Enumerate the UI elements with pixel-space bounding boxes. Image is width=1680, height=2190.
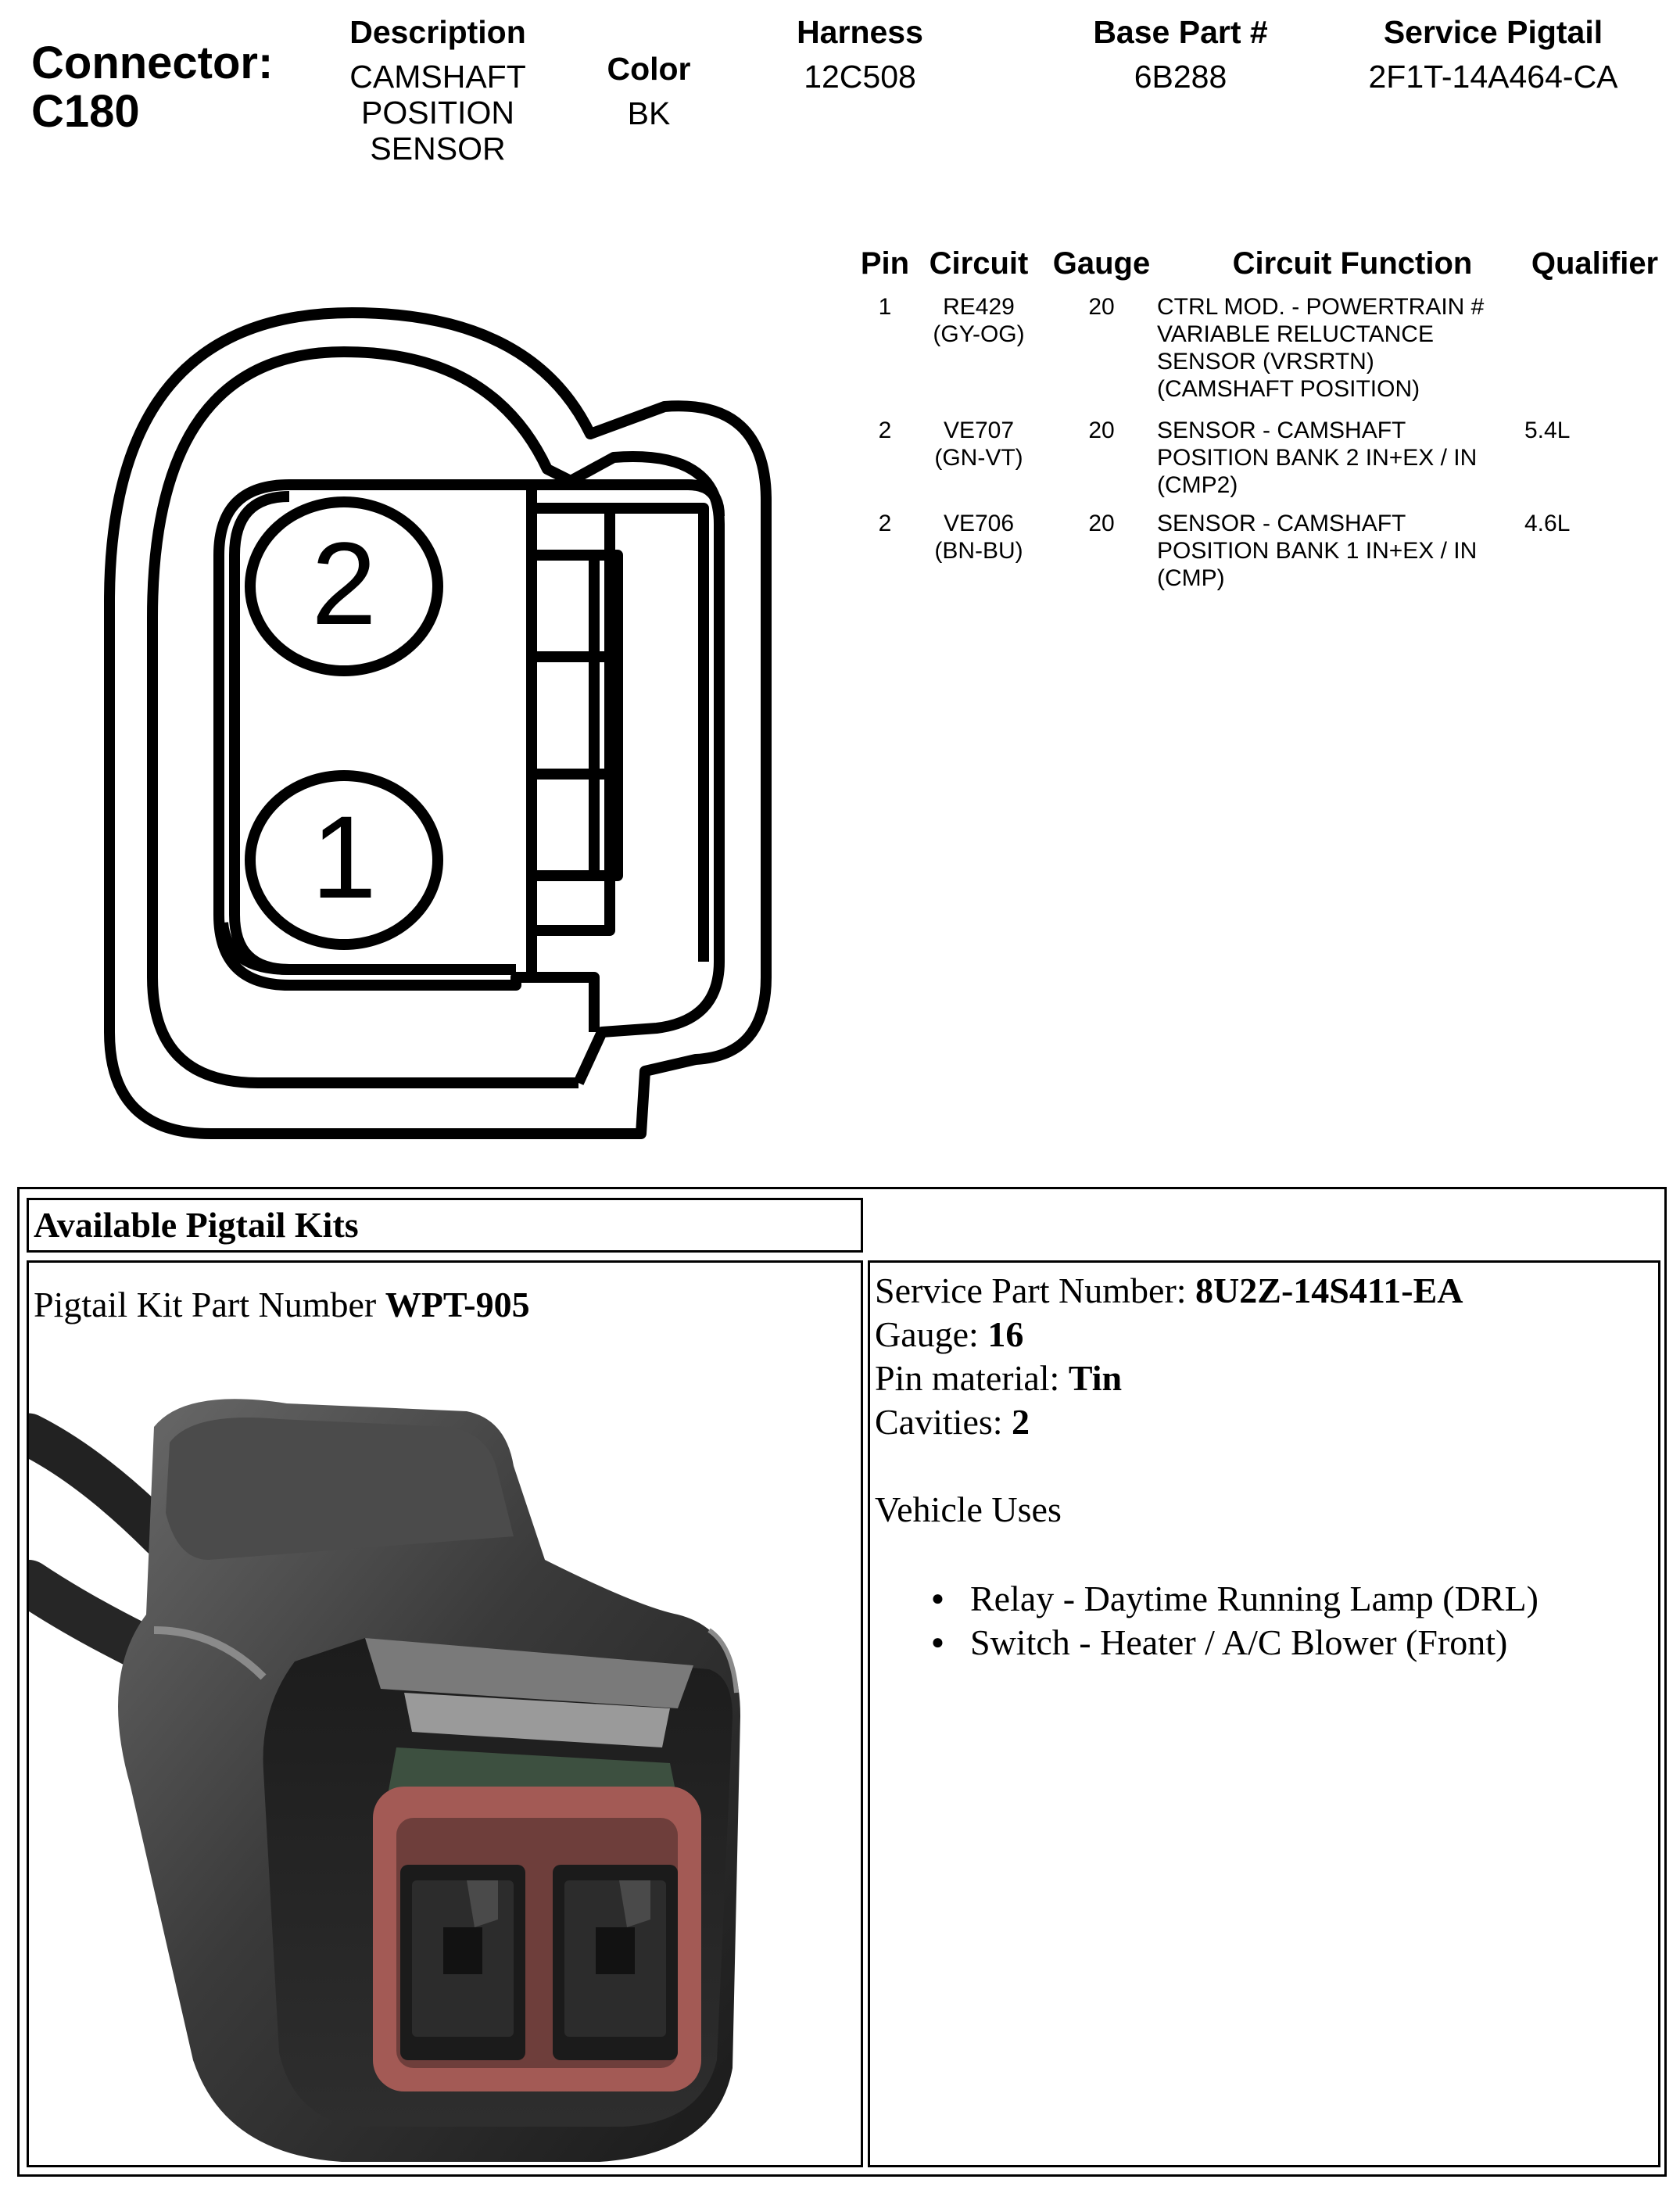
row-function: SENSOR - CAMSHAFT POSITION BANK 1 IN+EX / IN (CMP) — [1157, 511, 1478, 591]
wire-upper — [29, 1435, 162, 1536]
service-part-line: Service Part Number: 8U2Z-14S411-EA — [875, 1271, 1463, 1310]
description-label: Description — [349, 14, 526, 50]
row-function: SENSOR - CAMSHAFT POSITION BANK 2 IN+EX / IN (CMP2) — [1157, 418, 1478, 498]
pin-1-label: 1 — [311, 791, 377, 923]
connector-id: C180 — [31, 86, 140, 137]
connector-outer-shell — [109, 313, 766, 1134]
pin-table-header-circuit: Circuit — [929, 246, 1029, 281]
connector-inner-housing — [219, 485, 719, 1032]
base-part-column — [1063, 14, 1298, 95]
color-value: BK — [627, 95, 671, 131]
pin-material-value: Tin — [1068, 1358, 1123, 1398]
table-row — [844, 417, 1673, 503]
pigtail-kit-number: WPT-905 — [385, 1285, 530, 1324]
color-column — [579, 51, 719, 131]
row-function: CTRL MOD. - POWERTRAIN # VARIABLE RELUCTANCE SENSOR (VRSRTN) (CAMSHAFT POSITION) — [1157, 294, 1485, 402]
service-part-number: 8U2Z-14S411-EA — [1195, 1271, 1463, 1310]
base-part-value: 6B288 — [1134, 59, 1227, 95]
pigtail-kit-label: Pigtail Kit Part Number — [34, 1285, 377, 1324]
row-pin: 2 — [878, 418, 892, 443]
harness-column — [750, 14, 969, 95]
row-pin: 2 — [878, 511, 892, 536]
harness-label: Harness — [797, 14, 923, 50]
description-column — [297, 14, 579, 167]
pigtail-title-cell — [27, 1198, 863, 1253]
vehicle-uses-label: Vehicle Uses — [875, 1489, 1062, 1529]
wire-lower — [29, 1583, 138, 1646]
pigtail-section-title: Available Pigtail Kits — [34, 1205, 359, 1245]
row-circuit: RE429 (GY-OG) — [933, 294, 1025, 347]
connector-title — [31, 39, 273, 136]
list-item: ● Relay - Daytime Running Lamp (DRL) — [931, 1577, 1539, 1621]
pin-table-header-pin: Pin — [860, 246, 910, 281]
cavities-value: 2 — [1012, 1402, 1030, 1442]
gauge-line: Gauge: 16 — [875, 1314, 1024, 1354]
cavities-line: Cavities: 2 — [875, 1402, 1030, 1442]
pin-2-label: 2 — [311, 518, 377, 649]
base-part-label: Base Part # — [1093, 14, 1268, 50]
row-pin: 1 — [878, 294, 892, 320]
pigtail-kit-line — [34, 1283, 530, 1327]
vehicle-uses-list — [931, 1577, 1539, 1665]
row-gauge: 20 — [1088, 418, 1115, 443]
table-row — [844, 510, 1673, 596]
pin-material-line: Pin material: Tin — [875, 1358, 1123, 1398]
harness-value: 12C508 — [804, 59, 916, 95]
table-row — [844, 293, 1673, 403]
row-gauge: 20 — [1088, 511, 1115, 536]
connector-face-diagram — [94, 289, 790, 1157]
pigtail-kit-cell — [27, 1260, 863, 2167]
pin-table-header-gauge: Gauge — [1052, 246, 1151, 281]
pigtail-details-cell — [868, 1260, 1660, 2167]
gauge-value: 16 — [987, 1314, 1024, 1354]
pin-table-header-qualifier: Qualifier — [1531, 246, 1659, 281]
pin-table-header-function: Circuit Function — [1232, 246, 1473, 281]
row-circuit: VE707 (GN-VT) — [934, 418, 1023, 471]
pigtail-connector-photo — [29, 1380, 861, 2165]
connector-label: Connector: — [31, 38, 274, 88]
row-qualifier: 4.6L — [1524, 511, 1571, 536]
service-pigtail-value: 2F1T-14A464-CA — [1368, 59, 1618, 95]
row-gauge: 20 — [1088, 294, 1115, 320]
row-qualifier: 5.4L — [1524, 418, 1571, 443]
service-pigtail-column — [1345, 14, 1642, 95]
color-label: Color — [607, 51, 691, 87]
pigtail-details — [875, 1269, 1539, 1665]
service-pigtail-label: Service Pigtail — [1383, 14, 1603, 50]
pin-table — [844, 246, 1673, 606]
description-value: CAMSHAFT POSITION SENSOR — [349, 59, 526, 167]
row-circuit: VE706 (BN-BU) — [934, 511, 1023, 564]
list-item: ● Switch - Heater / A/C Blower (Front) — [931, 1621, 1539, 1665]
